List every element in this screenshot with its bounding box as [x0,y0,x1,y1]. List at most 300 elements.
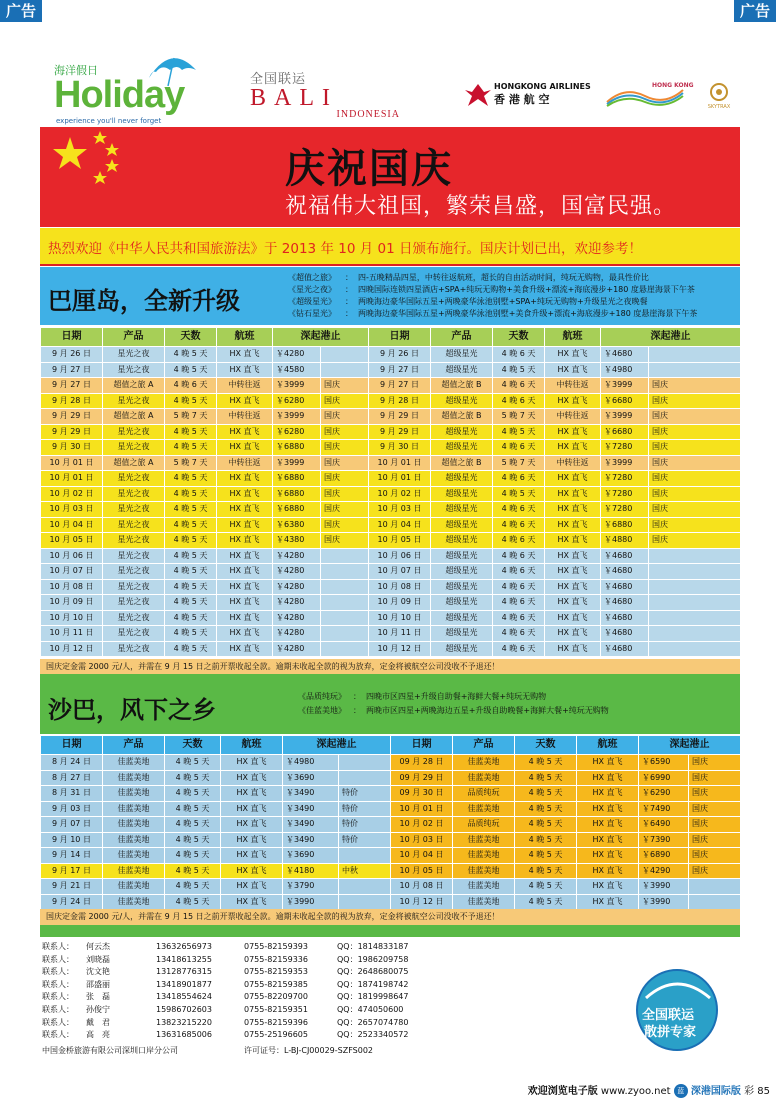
table-cell: 4 晚 6 天 [493,595,545,611]
table-cell: 品质纯玩 [453,817,515,833]
table-cell: 10 月 02 日 [369,486,431,502]
table-cell: HX 直飞 [217,362,273,378]
table-row [41,848,741,864]
table-cell: 佳蓝美地 [453,801,515,817]
table-cell: 品质纯玩 [453,786,515,802]
product-description: 两晚海边豪华国际五星+两晚豪华泳池别墅+SPA+纯玩无购物+升级星光之夜晚餐 [358,297,648,306]
colon: ： [345,297,353,306]
table-cell: 9 月 28 日 [41,393,103,409]
table-cell: ￥7490 [639,801,689,817]
table-cell: ￥4280 [273,595,321,611]
column-header: 航班 [545,328,601,347]
stamp-line-1: 全国联运 [642,1008,695,1023]
hongkong-airlines-logo [464,82,604,107]
table-cell: ￥4290 [639,863,689,879]
table-cell: 4 晚 6 天 [493,440,545,456]
table-cell: 国庆 [649,440,741,456]
table-cell: HX 直飞 [545,610,601,626]
table-cell: 4 晚 6 天 [493,641,545,657]
table-row [41,579,741,595]
table-cell: ￥4880 [601,533,649,549]
table-cell: HX 直飞 [217,533,273,549]
product-note [288,272,697,284]
table-cell [649,626,741,642]
ad-label-right: 广告 [734,0,776,22]
stamp-line-2: 散拼专家 [644,1025,697,1040]
table-cell: 佳蓝美地 [103,832,165,848]
contact-t: 0755-82159393 [244,942,308,951]
table-cell: 超值之旅 B [431,409,493,425]
table-cell: HX 直飞 [217,517,273,533]
contact-row [42,1017,427,1030]
colon: ： [353,692,361,701]
table-cell: 国庆 [321,424,369,440]
table-cell: 国庆 [321,378,369,394]
table-cell: 4 晚 6 天 [493,347,545,363]
column-header: 产品 [453,736,515,755]
table-cell: HX 直飞 [577,863,639,879]
table-cell: 国庆 [321,440,369,456]
table-cell: ￥4680 [601,347,649,363]
table-cell: 佳蓝美地 [103,755,165,771]
table-cell: HX 直飞 [545,440,601,456]
table-row [41,455,741,471]
contact-l: 联系人： [42,1017,74,1027]
product-name: 《超级星光》 [288,297,336,306]
table-cell: HX 直飞 [577,801,639,817]
table-cell: ￥6280 [273,393,321,409]
column-header: 深起港止 [639,736,741,755]
contact-l: 联系人： [42,967,74,977]
table-cell: 10 月 04 日 [391,848,453,864]
table-cell: 佳蓝美地 [103,879,165,895]
table-cell: 4 晚 5 天 [165,579,217,595]
holiday-wordmark: Holiday [54,74,185,116]
table-row [41,347,741,363]
table-cell: 4 晚 5 天 [165,848,221,864]
table-cell: 国庆 [649,378,741,394]
bali-schedule-table [40,327,741,657]
table-cell: HX 直飞 [545,424,601,440]
table-cell: HX 直飞 [221,894,283,910]
table-cell [321,595,369,611]
table-cell: 特价 [339,786,391,802]
contact-m: 13418554624 [156,992,212,1002]
table-cell: 星光之夜 [103,564,165,580]
contact-row [42,1004,427,1017]
table-cell: 超级星光 [431,362,493,378]
table-cell: ￥3999 [601,455,649,471]
table-cell: 4 晚 5 天 [165,533,217,549]
table-cell: ￥6290 [639,786,689,802]
holiday-cn: 海洋假日 [54,64,98,77]
product-note [288,284,697,296]
table-cell: 4 晚 5 天 [165,564,217,580]
table-cell: 4 晚 5 天 [165,347,217,363]
table-cell: 4 晚 6 天 [493,610,545,626]
table-cell: ￥6880 [273,486,321,502]
table-cell: ￥6680 [601,393,649,409]
column-header: 天数 [493,328,545,347]
table-cell: ￥4280 [273,610,321,626]
table-cell: HX 直飞 [545,626,601,642]
table-cell: 10 月 01 日 [41,455,103,471]
table-cell: 佳蓝美地 [453,863,515,879]
table-cell: 10 月 07 日 [369,564,431,580]
table-cell: 10 月 10 日 [41,610,103,626]
table-cell: 4 晚 5 天 [165,440,217,456]
product-description: 四晚市区四星+升级自助餐+海鲜大餐+纯玩无购物 [366,692,547,701]
table-cell: 国庆 [649,533,741,549]
table-cell: ￥3490 [283,817,339,833]
table-cell: 特价 [339,801,391,817]
table-cell: 星光之夜 [103,579,165,595]
green-divider [40,925,740,937]
table-cell: 10 月 08 日 [41,579,103,595]
table-cell: ￥6380 [273,517,321,533]
table-cell: 星光之夜 [103,502,165,518]
table-cell: 国庆 [321,517,369,533]
table-cell: 国庆 [689,848,741,864]
contact-n: 高 亮 [86,1030,110,1040]
table-cell: 4 晚 6 天 [165,378,217,394]
product-description: 两晚市区四星+两晚海边五星+升级自助晚餐+海鲜大餐+纯玩无购物 [366,706,609,715]
table-cell: HX 直飞 [545,393,601,409]
contact-m: 13631685006 [156,1030,212,1040]
table-cell: 超级星光 [431,579,493,595]
table-cell: HX 直飞 [545,548,601,564]
table-cell: 超值之旅 A [103,378,165,394]
table-cell: 4 晚 6 天 [493,564,545,580]
table-cell: 超级星光 [431,595,493,611]
table-cell: ￥6490 [639,817,689,833]
table-cell: 国庆 [321,486,369,502]
table-cell: ￥6880 [273,502,321,518]
table-cell: 9 月 29 日 [369,424,431,440]
table-cell: ￥7280 [601,440,649,456]
contact-m: 13823215220 [156,1017,212,1027]
table-cell: ￥3990 [639,879,689,895]
table-cell: 10 月 04 日 [41,517,103,533]
table-cell: 超级星光 [431,424,493,440]
table-cell [649,564,741,580]
table-cell: 9 月 29 日 [41,409,103,425]
notice-text: 热烈欢迎《中华人民共和国旅游法》于 2013 年 10 月 01 日颁布施行。国庆计划已出，欢迎参考！ [48,241,642,257]
table-cell: 佳蓝美地 [103,786,165,802]
table-row [41,471,741,487]
table-cell: 4 晚 5 天 [493,362,545,378]
column-header: 航班 [221,736,283,755]
contact-m: 15986702603 [156,1004,212,1014]
logo-strip [40,40,740,125]
table-cell: 国庆 [321,409,369,425]
table-cell: ￥6680 [601,424,649,440]
table-cell: 星光之夜 [103,424,165,440]
table-cell: ￥6880 [273,471,321,487]
contact-m: 13632656973 [156,942,212,951]
table-cell: 4 晚 5 天 [515,894,577,910]
table-cell: 佳蓝美地 [103,817,165,833]
sabah-schedule-table [40,735,741,910]
contact-row [42,941,427,954]
sabah-table-header [41,736,741,755]
table-cell: 国庆 [689,755,741,771]
table-cell: HX 直飞 [221,879,283,895]
table-cell [689,894,741,910]
table-cell: HX 直飞 [217,610,273,626]
table-cell: 10 月 12 日 [41,641,103,657]
table-cell: 9 月 27 日 [41,378,103,394]
table-cell: 9 月 27 日 [369,378,431,394]
column-header: 航班 [577,736,639,755]
contact-row [42,1029,427,1042]
table-cell: 4 晚 6 天 [493,393,545,409]
table-cell: 国庆 [689,801,741,817]
table-cell: ￥4680 [601,610,649,626]
bali-wordmark: BALI [250,85,338,111]
table-cell: 10 月 09 日 [41,595,103,611]
table-cell: 9 月 10 日 [41,832,103,848]
site-url[interactable]: www.zyoo.net [600,1086,671,1097]
table-cell: HX 直飞 [221,786,283,802]
table-cell: 国庆 [689,863,741,879]
table-cell: ￥7390 [639,832,689,848]
contact-q: QQ：1986209758 [337,954,409,964]
table-cell: 佳蓝美地 [453,879,515,895]
column-header: 产品 [431,328,493,347]
table-cell: 国庆 [689,770,741,786]
table-cell [339,848,391,864]
table-cell: 星光之夜 [103,440,165,456]
table-row [41,548,741,564]
table-cell: 中转往返 [217,409,273,425]
table-cell: 星光之夜 [103,517,165,533]
table-cell: ￥3490 [283,832,339,848]
table-cell: ￥4680 [601,548,649,564]
table-cell: 10 月 03 日 [369,502,431,518]
banner-subtitle: 祝福伟大祖国，繁荣昌盛，国富民强。 [285,194,677,219]
column-header: 日期 [369,328,431,347]
table-cell: HX 直飞 [217,548,273,564]
table-cell: 超级星光 [431,610,493,626]
table-cell: HX 直飞 [577,832,639,848]
table-cell: 中转往返 [545,455,601,471]
table-cell: 10 月 08 日 [369,579,431,595]
table-cell: 国庆 [321,393,369,409]
table-cell: ￥4680 [601,595,649,611]
banner-title: 庆祝国庆 [285,146,453,192]
table-cell: HX 直飞 [545,533,601,549]
contact-t: 0755-82159336 [244,954,308,964]
table-cell: 4 晚 5 天 [493,486,545,502]
product-description: 两晚海边豪华国际五星+两晚豪华泳池别墅+美食升级+漂流+海底漫步+180 度悬崖海景下午茶 [358,309,698,318]
table-cell: 4 晚 5 天 [165,832,221,848]
table-cell: 星光之夜 [103,641,165,657]
table-cell: 4 晚 6 天 [493,502,545,518]
hongkong-brand: HONG KONG [652,82,694,89]
table-cell: HX 直飞 [545,362,601,378]
table-cell: HX 直飞 [545,641,601,657]
welcome-text: 欢迎浏览电子版 [527,1086,598,1097]
product-description: 四晚国际连锁四星酒店+SPA+纯玩无购物+美食升级+漂流+海底漫步+180 度悬崖海景下午茶 [358,285,695,294]
sabah-product-notes [298,690,609,718]
table-cell: 4 晚 5 天 [165,879,221,895]
table-cell: 4 晚 5 天 [165,801,221,817]
table-cell: 09 月 30 日 [391,786,453,802]
table-row [41,610,741,626]
table-cell: 星光之夜 [103,595,165,611]
contact-l: 联系人： [42,1004,74,1014]
table-cell: HX 直飞 [577,755,639,771]
table-cell: 10 月 01 日 [369,471,431,487]
contact-n: 邵盛丽 [86,979,110,989]
table-cell: HX 直飞 [217,347,273,363]
table-cell: 中秋 [339,863,391,879]
table-row [41,786,741,802]
table-cell: 5 晚 7 天 [165,409,217,425]
table-cell: 4 晚 6 天 [493,471,545,487]
table-cell: HX 直飞 [217,424,273,440]
table-cell: 4 晚 5 天 [165,517,217,533]
table-cell: 4 晚 5 天 [515,832,577,848]
holiday-logo [54,48,204,128]
hka-cn: 香 港 航 空 [494,93,550,106]
table-cell [649,641,741,657]
contact-row [42,954,427,967]
table-cell: 超级星光 [431,347,493,363]
table-cell: 10 月 05 日 [369,533,431,549]
table-cell [321,626,369,642]
table-cell: 10 月 02 日 [391,817,453,833]
table-cell: 4 晚 6 天 [493,626,545,642]
table-cell: 佳蓝美地 [453,832,515,848]
table-cell: 4 晚 5 天 [165,817,221,833]
table-cell: ￥3990 [639,894,689,910]
table-cell: HX 直飞 [577,786,639,802]
table-cell: 9 月 29 日 [369,409,431,425]
table-cell: HX 直飞 [545,347,601,363]
table-row [41,378,741,394]
product-note [288,308,697,320]
product-name: 《超值之旅》 [288,273,336,282]
table-row [41,595,741,611]
table-cell: 中转往返 [545,409,601,425]
skytrax-emblem-icon [709,82,729,102]
table-cell: 9 月 30 日 [41,440,103,456]
table-cell: 4 晚 5 天 [515,770,577,786]
table-cell [321,347,369,363]
column-header: 产品 [103,736,165,755]
table-cell: 4 晚 6 天 [493,579,545,595]
table-cell: HX 直飞 [217,486,273,502]
table-cell: 佳蓝美地 [103,770,165,786]
table-row [41,755,741,771]
table-cell: HX 直飞 [545,502,601,518]
contact-q: QQ：2523340572 [337,1030,409,1040]
table-cell: 10 月 07 日 [41,564,103,580]
table-cell: 9 月 17 日 [41,863,103,879]
contact-list [42,941,427,1042]
product-note [298,690,609,704]
table-cell: 4 晚 5 天 [165,595,217,611]
table-cell: 星光之夜 [103,486,165,502]
table-cell: ￥4280 [273,347,321,363]
sabah-title: 沙巴，风下之乡 [48,696,216,724]
table-cell: ￥6890 [639,848,689,864]
table-cell: 佳蓝美地 [453,755,515,771]
table-cell: HX 直飞 [221,770,283,786]
table-cell: 9 月 21 日 [41,879,103,895]
table-cell: 10 月 03 日 [391,832,453,848]
bali-product-notes [288,272,697,320]
contact-m: 13418901877 [156,979,212,989]
table-cell: HX 直飞 [577,817,639,833]
table-cell [321,564,369,580]
table-cell: 10 月 06 日 [41,548,103,564]
table-cell: ￥4280 [273,579,321,595]
table-cell: 09 月 29 日 [391,770,453,786]
table-cell: ￥4280 [273,548,321,564]
table-cell: 星光之夜 [103,393,165,409]
table-row [41,817,741,833]
contact-n: 刘晓磊 [86,954,110,964]
table-cell: 超级星光 [431,533,493,549]
table-cell: 超级星光 [431,486,493,502]
column-header: 日期 [391,736,453,755]
table-cell: 星光之夜 [103,626,165,642]
table-cell: 9 月 29 日 [41,424,103,440]
table-cell: 4 晚 5 天 [165,894,221,910]
table-cell: 佳蓝美地 [103,848,165,864]
table-cell: ￥3999 [273,409,321,425]
table-cell: 中转往返 [217,378,273,394]
table-cell: 4 晚 5 天 [165,471,217,487]
table-cell: 国庆 [321,455,369,471]
table-cell: 8 月 31 日 [41,786,103,802]
edition-name: 深港国际版 [690,1086,741,1097]
table-row [41,486,741,502]
contact-l: 联系人： [42,1030,74,1040]
table-cell: 4 晚 5 天 [165,755,221,771]
star-flag-icon [50,129,130,189]
contact-m: 13418613255 [156,954,212,964]
table-cell: 国庆 [321,533,369,549]
table-cell: 超值之旅 A [103,455,165,471]
table-cell: HX 直飞 [545,564,601,580]
column-header: 天数 [165,736,221,755]
table-cell: 4 晚 6 天 [493,533,545,549]
table-cell: HX 直飞 [221,832,283,848]
table-cell: 4 晚 5 天 [165,626,217,642]
table-cell: 超值之旅 B [431,455,493,471]
skytrax-logo [703,82,735,110]
table-row [41,362,741,378]
table-cell: 10 月 01 日 [41,471,103,487]
contact-t: 0755-82209700 [244,992,308,1002]
table-cell: ￥6590 [639,755,689,771]
table-cell: 4 晚 5 天 [515,786,577,802]
table-cell [339,770,391,786]
table-cell: 4 晚 6 天 [493,378,545,394]
table-cell [339,894,391,910]
bali-table-header [41,328,741,347]
table-cell: ￥4180 [283,863,339,879]
table-cell: 9 月 14 日 [41,848,103,864]
table-cell [321,548,369,564]
table-cell: 特价 [339,832,391,848]
table-cell: ￥6880 [601,517,649,533]
contact-l: 联系人： [42,979,74,989]
